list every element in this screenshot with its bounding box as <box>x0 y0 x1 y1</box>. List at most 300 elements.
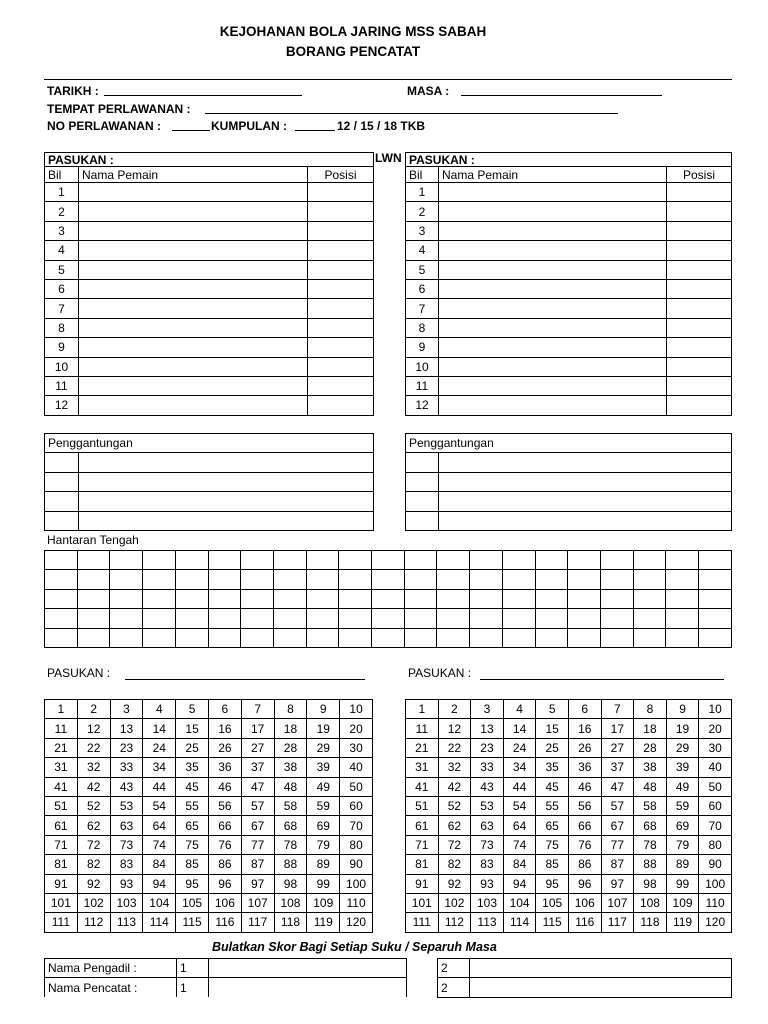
score-cell[interactable]: 118 <box>274 913 307 932</box>
score-cell[interactable]: 55 <box>536 796 569 815</box>
score-cell[interactable]: 68 <box>634 816 667 835</box>
centre-pass-cell[interactable] <box>45 609 78 628</box>
player-name-field[interactable] <box>79 221 308 240</box>
score-cell[interactable]: 33 <box>471 758 504 777</box>
score-cell[interactable]: 83 <box>110 855 143 874</box>
score-cell[interactable]: 34 <box>143 758 176 777</box>
player-position-field[interactable] <box>308 357 374 376</box>
score-cell[interactable]: 22 <box>438 738 471 757</box>
score-cell[interactable]: 74 <box>143 835 176 854</box>
centre-pass-cell[interactable] <box>502 551 535 570</box>
score-cell[interactable]: 68 <box>274 816 307 835</box>
score-cell[interactable]: 94 <box>503 874 536 893</box>
player-position-field[interactable] <box>308 376 374 395</box>
score-cell[interactable]: 97 <box>241 874 274 893</box>
score-cell[interactable]: 59 <box>666 796 699 815</box>
score-cell[interactable]: 57 <box>241 796 274 815</box>
centre-pass-cell[interactable] <box>699 609 732 628</box>
player-name-field[interactable] <box>79 357 308 376</box>
centre-pass-cell[interactable] <box>568 628 601 647</box>
score-cell[interactable]: 105 <box>176 893 209 912</box>
score-cell[interactable]: 86 <box>568 855 601 874</box>
centre-pass-cell[interactable] <box>470 570 503 589</box>
score-cell[interactable]: 60 <box>340 796 373 815</box>
score-cell[interactable]: 88 <box>274 855 307 874</box>
score-cell[interactable]: 47 <box>601 777 634 796</box>
score-cell[interactable]: 113 <box>110 913 143 932</box>
player-name-field[interactable] <box>79 376 308 395</box>
score-cell[interactable]: 16 <box>208 719 241 738</box>
centre-pass-cell[interactable] <box>633 551 666 570</box>
group-field[interactable] <box>295 119 335 131</box>
score-cell[interactable]: 104 <box>503 893 536 912</box>
player-name-field[interactable] <box>79 279 308 298</box>
centre-pass-cell[interactable] <box>306 609 339 628</box>
score-cell[interactable]: 40 <box>340 758 373 777</box>
centre-pass-cell[interactable] <box>404 551 437 570</box>
centre-pass-cell[interactable] <box>633 609 666 628</box>
centre-pass-cell[interactable] <box>77 628 110 647</box>
centre-pass-cell[interactable] <box>241 551 274 570</box>
time-field[interactable] <box>461 84 662 96</box>
player-name-field[interactable] <box>439 221 667 240</box>
substitution-detail-field[interactable] <box>79 453 374 472</box>
score-cell[interactable]: 28 <box>634 738 667 757</box>
centre-pass-cell[interactable] <box>437 609 470 628</box>
centre-pass-cell[interactable] <box>666 589 699 608</box>
score-cell[interactable]: 101 <box>406 893 439 912</box>
centre-pass-cell[interactable] <box>110 628 143 647</box>
score-cell[interactable]: 21 <box>45 738 78 757</box>
score-cell[interactable]: 61 <box>406 816 439 835</box>
centre-pass-cell[interactable] <box>306 589 339 608</box>
score-cell[interactable]: 5 <box>176 700 209 719</box>
substitution-detail-field[interactable] <box>79 492 374 511</box>
score-cell[interactable]: 73 <box>110 835 143 854</box>
score-cell[interactable]: 96 <box>208 874 241 893</box>
centre-pass-cell[interactable] <box>699 628 732 647</box>
score-cell[interactable]: 27 <box>241 738 274 757</box>
score-cell[interactable]: 45 <box>536 777 569 796</box>
score-cell[interactable]: 25 <box>536 738 569 757</box>
score-cell[interactable]: 78 <box>274 835 307 854</box>
score-cell[interactable]: 63 <box>471 816 504 835</box>
score-cell[interactable]: 66 <box>568 816 601 835</box>
centre-pass-cell[interactable] <box>535 570 568 589</box>
score-cell[interactable]: 60 <box>699 796 732 815</box>
score-cell[interactable]: 37 <box>241 758 274 777</box>
centre-pass-cell[interactable] <box>699 589 732 608</box>
score-cell[interactable]: 118 <box>634 913 667 932</box>
score-cell[interactable]: 62 <box>77 816 110 835</box>
centre-pass-cell[interactable] <box>143 551 176 570</box>
score-cell[interactable]: 47 <box>241 777 274 796</box>
centre-pass-cell[interactable] <box>175 551 208 570</box>
score-cell[interactable]: 79 <box>666 835 699 854</box>
score-cell[interactable]: 40 <box>699 758 732 777</box>
score-cell[interactable]: 96 <box>568 874 601 893</box>
player-name-field[interactable] <box>79 318 308 337</box>
score-cell[interactable]: 113 <box>471 913 504 932</box>
player-position-field[interactable] <box>667 202 732 221</box>
score-cell[interactable]: 45 <box>176 777 209 796</box>
score-cell[interactable]: 72 <box>77 835 110 854</box>
score-cell[interactable]: 79 <box>307 835 340 854</box>
score-cell[interactable]: 24 <box>143 738 176 757</box>
score-cell[interactable]: 21 <box>406 738 439 757</box>
centre-pass-cell[interactable] <box>470 551 503 570</box>
score-cell[interactable]: 120 <box>340 913 373 932</box>
score-cell[interactable]: 44 <box>503 777 536 796</box>
score-cell[interactable]: 106 <box>208 893 241 912</box>
centre-pass-cell[interactable] <box>306 570 339 589</box>
score-cell[interactable]: 4 <box>143 700 176 719</box>
score-cell[interactable]: 6 <box>208 700 241 719</box>
centre-pass-cell[interactable] <box>175 609 208 628</box>
score-cell[interactable]: 18 <box>634 719 667 738</box>
score-cell[interactable]: 80 <box>340 835 373 854</box>
score-cell[interactable]: 48 <box>634 777 667 796</box>
centre-pass-cell[interactable] <box>600 628 633 647</box>
substitution-number-field[interactable] <box>406 472 439 491</box>
score-cell[interactable]: 23 <box>471 738 504 757</box>
score-cell[interactable]: 55 <box>176 796 209 815</box>
score-cell[interactable]: 46 <box>568 777 601 796</box>
score-cell[interactable]: 41 <box>406 777 439 796</box>
score-cell[interactable]: 17 <box>601 719 634 738</box>
substitution-detail-field[interactable] <box>439 453 732 472</box>
player-name-field[interactable] <box>439 241 667 260</box>
centre-pass-cell[interactable] <box>372 551 405 570</box>
centre-pass-cell[interactable] <box>404 589 437 608</box>
centre-pass-cell[interactable] <box>470 589 503 608</box>
centre-pass-cell[interactable] <box>208 628 241 647</box>
score-cell[interactable]: 89 <box>666 855 699 874</box>
score-cell[interactable]: 94 <box>143 874 176 893</box>
score-cell[interactable]: 9 <box>666 700 699 719</box>
score-cell[interactable]: 100 <box>699 874 732 893</box>
score-cell[interactable]: 37 <box>601 758 634 777</box>
score-cell[interactable]: 13 <box>110 719 143 738</box>
centre-pass-cell[interactable] <box>600 589 633 608</box>
score-cell[interactable]: 6 <box>568 700 601 719</box>
player-position-field[interactable] <box>667 396 732 415</box>
score-cell[interactable]: 56 <box>208 796 241 815</box>
substitution-number-field[interactable] <box>45 453 79 472</box>
centre-pass-cell[interactable] <box>699 570 732 589</box>
score-cell[interactable]: 51 <box>45 796 78 815</box>
score-cell[interactable]: 78 <box>634 835 667 854</box>
score-cell[interactable]: 95 <box>176 874 209 893</box>
player-name-field[interactable] <box>79 202 308 221</box>
score-cell[interactable]: 70 <box>340 816 373 835</box>
centre-pass-cell[interactable] <box>273 589 306 608</box>
score-cell[interactable]: 70 <box>699 816 732 835</box>
centre-pass-cell[interactable] <box>110 551 143 570</box>
centre-pass-cell[interactable] <box>339 589 372 608</box>
score-cell[interactable]: 77 <box>601 835 634 854</box>
centre-pass-cell[interactable] <box>600 609 633 628</box>
score-cell[interactable]: 114 <box>503 913 536 932</box>
score-cell[interactable]: 11 <box>406 719 439 738</box>
substitution-detail-field[interactable] <box>439 492 732 511</box>
score-cell[interactable]: 83 <box>471 855 504 874</box>
player-name-field[interactable] <box>439 318 667 337</box>
player-name-field[interactable] <box>79 338 308 357</box>
player-position-field[interactable] <box>308 183 374 202</box>
substitution-number-field[interactable] <box>406 453 439 472</box>
score-cell[interactable]: 4 <box>503 700 536 719</box>
score-cell[interactable]: 39 <box>307 758 340 777</box>
centre-pass-cell[interactable] <box>339 570 372 589</box>
player-name-field[interactable] <box>439 183 667 202</box>
centre-pass-cell[interactable] <box>339 628 372 647</box>
score-cell[interactable]: 88 <box>634 855 667 874</box>
score-cell[interactable]: 104 <box>143 893 176 912</box>
score-cell[interactable]: 30 <box>699 738 732 757</box>
player-name-field[interactable] <box>79 299 308 318</box>
score-cell[interactable]: 90 <box>699 855 732 874</box>
substitution-number-field[interactable] <box>406 511 439 530</box>
score-cell[interactable]: 19 <box>307 719 340 738</box>
centre-pass-cell[interactable] <box>110 570 143 589</box>
score-cell[interactable]: 85 <box>176 855 209 874</box>
centre-pass-cell[interactable] <box>437 551 470 570</box>
score-cell[interactable]: 98 <box>634 874 667 893</box>
substitution-detail-field[interactable] <box>439 472 732 491</box>
centre-pass-cell[interactable] <box>404 628 437 647</box>
score-cell[interactable]: 119 <box>666 913 699 932</box>
centre-pass-cell[interactable] <box>143 589 176 608</box>
score-cell[interactable]: 92 <box>438 874 471 893</box>
score-cell[interactable]: 81 <box>406 855 439 874</box>
score-cell[interactable]: 111 <box>45 913 78 932</box>
score-cell[interactable]: 36 <box>568 758 601 777</box>
centre-pass-cell[interactable] <box>666 551 699 570</box>
score-cell[interactable]: 29 <box>666 738 699 757</box>
player-position-field[interactable] <box>667 183 732 202</box>
score-cell[interactable]: 61 <box>45 816 78 835</box>
score-cell[interactable]: 48 <box>274 777 307 796</box>
score-cell[interactable]: 8 <box>634 700 667 719</box>
score-cell[interactable]: 116 <box>208 913 241 932</box>
score-cell[interactable]: 17 <box>241 719 274 738</box>
score-cell[interactable]: 95 <box>536 874 569 893</box>
score-cell[interactable]: 116 <box>568 913 601 932</box>
player-name-field[interactable] <box>439 260 667 279</box>
score-cell[interactable]: 38 <box>634 758 667 777</box>
centre-pass-cell[interactable] <box>241 609 274 628</box>
score-cell[interactable]: 110 <box>699 893 732 912</box>
umpire-1-field[interactable] <box>209 959 407 978</box>
score-cell[interactable]: 56 <box>568 796 601 815</box>
player-position-field[interactable] <box>667 376 732 395</box>
score-cell[interactable]: 16 <box>568 719 601 738</box>
score-cell[interactable]: 72 <box>438 835 471 854</box>
score-cell[interactable]: 8 <box>274 700 307 719</box>
player-position-field[interactable] <box>667 357 732 376</box>
score-cell[interactable]: 1 <box>406 700 439 719</box>
score-cell[interactable]: 59 <box>307 796 340 815</box>
score-cell[interactable]: 29 <box>307 738 340 757</box>
score-cell[interactable]: 58 <box>634 796 667 815</box>
score-cell[interactable]: 102 <box>438 893 471 912</box>
centre-pass-cell[interactable] <box>535 628 568 647</box>
centre-pass-cell[interactable] <box>77 570 110 589</box>
score-cell[interactable]: 31 <box>406 758 439 777</box>
score-cell[interactable]: 84 <box>143 855 176 874</box>
score-cell[interactable]: 87 <box>241 855 274 874</box>
player-position-field[interactable] <box>308 396 374 415</box>
player-position-field[interactable] <box>667 338 732 357</box>
score-cell[interactable]: 63 <box>110 816 143 835</box>
score-cell[interactable]: 111 <box>406 913 439 932</box>
centre-pass-cell[interactable] <box>568 551 601 570</box>
centre-pass-cell[interactable] <box>568 609 601 628</box>
score-cell[interactable]: 117 <box>601 913 634 932</box>
centre-pass-cell[interactable] <box>339 609 372 628</box>
score-cell[interactable]: 25 <box>176 738 209 757</box>
score-cell[interactable]: 85 <box>536 855 569 874</box>
score-cell[interactable]: 115 <box>176 913 209 932</box>
score-cell[interactable]: 107 <box>241 893 274 912</box>
score-cell[interactable]: 67 <box>241 816 274 835</box>
score-cell[interactable]: 30 <box>340 738 373 757</box>
score-cell[interactable]: 43 <box>471 777 504 796</box>
score-cell[interactable]: 93 <box>471 874 504 893</box>
centre-pass-cell[interactable] <box>666 628 699 647</box>
venue-field[interactable] <box>205 102 618 114</box>
score-cell[interactable]: 19 <box>666 719 699 738</box>
player-name-field[interactable] <box>439 299 667 318</box>
score-cell[interactable]: 49 <box>307 777 340 796</box>
player-position-field[interactable] <box>308 318 374 337</box>
centre-pass-cell[interactable] <box>372 589 405 608</box>
score-cell[interactable]: 26 <box>208 738 241 757</box>
score-cell[interactable]: 106 <box>568 893 601 912</box>
score-cell[interactable]: 115 <box>536 913 569 932</box>
score-cell[interactable]: 103 <box>110 893 143 912</box>
centre-pass-cell[interactable] <box>535 551 568 570</box>
centre-pass-cell[interactable] <box>273 609 306 628</box>
score-cell[interactable]: 42 <box>438 777 471 796</box>
score-cell[interactable]: 50 <box>699 777 732 796</box>
player-position-field[interactable] <box>667 241 732 260</box>
player-name-field[interactable] <box>439 338 667 357</box>
score-cell[interactable]: 65 <box>176 816 209 835</box>
umpire-2-field[interactable] <box>470 959 732 978</box>
score-cell[interactable]: 91 <box>406 874 439 893</box>
centre-pass-cell[interactable] <box>273 628 306 647</box>
score-cell[interactable]: 28 <box>274 738 307 757</box>
score-cell[interactable]: 2 <box>77 700 110 719</box>
player-name-field[interactable] <box>79 183 308 202</box>
score-cell[interactable]: 7 <box>601 700 634 719</box>
score-cell[interactable]: 109 <box>666 893 699 912</box>
centre-pass-cell[interactable] <box>143 570 176 589</box>
score-cell[interactable]: 7 <box>241 700 274 719</box>
score-cell[interactable]: 35 <box>176 758 209 777</box>
centre-pass-cell[interactable] <box>208 570 241 589</box>
centre-pass-cell[interactable] <box>208 589 241 608</box>
score-cell[interactable]: 24 <box>503 738 536 757</box>
score-cell[interactable]: 32 <box>438 758 471 777</box>
score-cell[interactable]: 91 <box>45 874 78 893</box>
player-name-field[interactable] <box>439 357 667 376</box>
score-cell[interactable]: 110 <box>340 893 373 912</box>
score-cell[interactable]: 89 <box>307 855 340 874</box>
score-cell[interactable]: 50 <box>340 777 373 796</box>
score-cell[interactable]: 10 <box>699 700 732 719</box>
score-cell[interactable]: 120 <box>699 913 732 932</box>
score-cell[interactable]: 5 <box>536 700 569 719</box>
substitution-detail-field[interactable] <box>79 511 374 530</box>
player-position-field[interactable] <box>667 318 732 337</box>
score-cell[interactable]: 12 <box>438 719 471 738</box>
score-cell[interactable]: 32 <box>77 758 110 777</box>
score-cell[interactable]: 97 <box>601 874 634 893</box>
score-cell[interactable]: 58 <box>274 796 307 815</box>
score-cell[interactable]: 2 <box>438 700 471 719</box>
player-name-field[interactable] <box>79 241 308 260</box>
score-cell[interactable]: 82 <box>438 855 471 874</box>
centre-pass-cell[interactable] <box>470 609 503 628</box>
centre-pass-cell[interactable] <box>175 628 208 647</box>
score-cell[interactable]: 114 <box>143 913 176 932</box>
score-cell[interactable]: 100 <box>340 874 373 893</box>
score-cell[interactable]: 80 <box>699 835 732 854</box>
player-position-field[interactable] <box>308 338 374 357</box>
player-position-field[interactable] <box>308 299 374 318</box>
score-cell[interactable]: 46 <box>208 777 241 796</box>
score-team-a-field[interactable] <box>125 668 365 680</box>
score-cell[interactable]: 10 <box>340 700 373 719</box>
centre-pass-cell[interactable] <box>241 589 274 608</box>
centre-pass-cell[interactable] <box>77 551 110 570</box>
player-position-field[interactable] <box>308 241 374 260</box>
scorer-1-field[interactable] <box>209 978 407 997</box>
centre-pass-cell[interactable] <box>241 570 274 589</box>
centre-pass-cell[interactable] <box>535 589 568 608</box>
centre-pass-cell[interactable] <box>502 609 535 628</box>
centre-pass-cell[interactable] <box>273 551 306 570</box>
score-cell[interactable]: 14 <box>143 719 176 738</box>
player-position-field[interactable] <box>667 299 732 318</box>
centre-pass-cell[interactable] <box>633 628 666 647</box>
score-cell[interactable]: 36 <box>208 758 241 777</box>
score-cell[interactable]: 99 <box>307 874 340 893</box>
score-cell[interactable]: 105 <box>536 893 569 912</box>
score-cell[interactable]: 62 <box>438 816 471 835</box>
score-cell[interactable]: 41 <box>45 777 78 796</box>
centre-pass-cell[interactable] <box>600 551 633 570</box>
score-cell[interactable]: 73 <box>471 835 504 854</box>
score-cell[interactable]: 13 <box>471 719 504 738</box>
score-team-b-field[interactable] <box>480 668 724 680</box>
centre-pass-cell[interactable] <box>633 570 666 589</box>
score-cell[interactable]: 98 <box>274 874 307 893</box>
player-position-field[interactable] <box>667 260 732 279</box>
score-cell[interactable]: 35 <box>536 758 569 777</box>
score-cell[interactable]: 39 <box>666 758 699 777</box>
centre-pass-cell[interactable] <box>77 589 110 608</box>
score-cell[interactable]: 1 <box>45 700 78 719</box>
score-cell[interactable]: 77 <box>241 835 274 854</box>
score-cell[interactable]: 81 <box>45 855 78 874</box>
centre-pass-cell[interactable] <box>437 589 470 608</box>
score-cell[interactable]: 51 <box>406 796 439 815</box>
score-cell[interactable]: 75 <box>176 835 209 854</box>
